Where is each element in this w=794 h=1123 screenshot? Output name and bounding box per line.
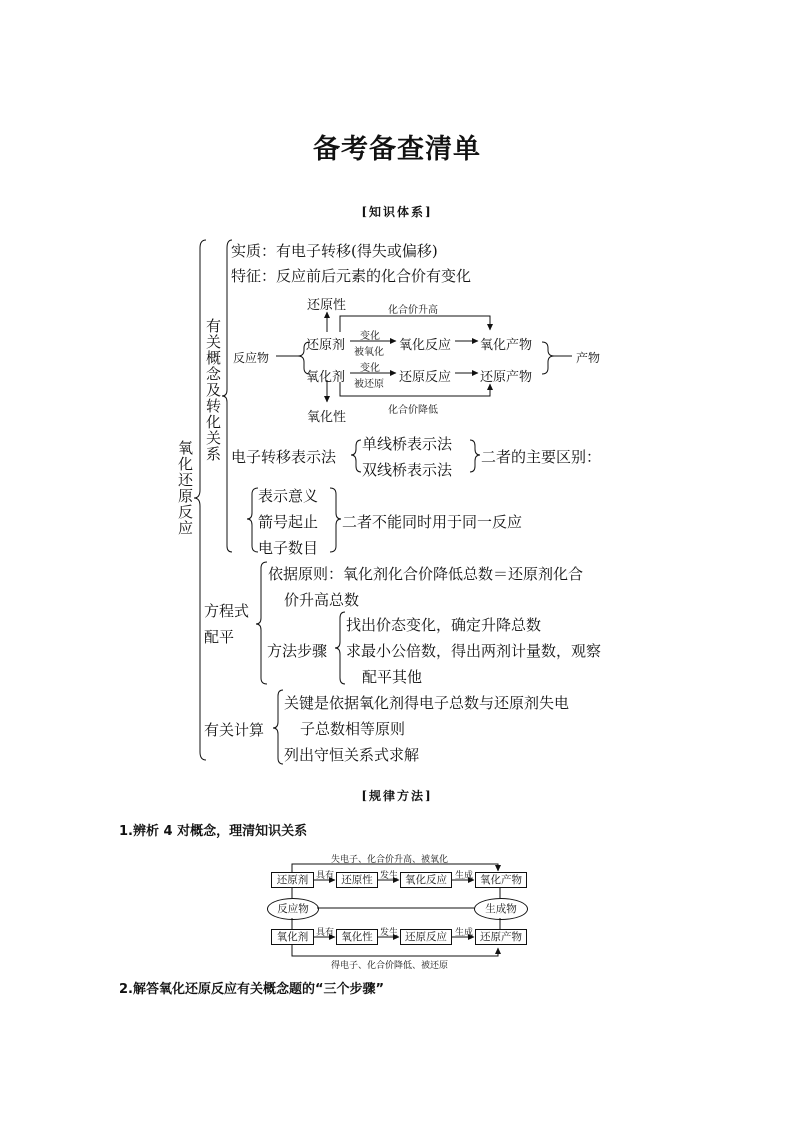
oval-reactants: 反应物 [267,898,319,920]
main-difference-label: 二者的主要区别： [481,448,602,466]
reducibility-label: 还原性 [307,298,347,313]
reduction-reaction-label: 还原反应 [399,370,452,385]
arrow-label-have: 具有 [316,871,335,881]
bottom-loop-label: 得电子、化合价降低、被还原 [331,961,449,971]
root-label: 氧化还原反应 [176,440,194,536]
step-2a: 求最小公倍数，得出两剂计量数，观察 [346,642,602,660]
change-label-top: 变化 [360,331,380,342]
valence-up-label: 化合价升高 [388,305,438,316]
reduction-product-label: 还原产物 [480,370,533,385]
arrow-label-occur: 发生 [380,928,399,938]
box-oxidation-product: 氧化产物 [475,872,527,888]
box-oxidizer: 氧化剂 [271,929,314,945]
steps-label: 方法步骤 [267,642,328,660]
reduced-label: 被还原 [354,379,384,390]
principle-line-2: 价升高总数 [284,591,360,609]
change-label-bottom: 变化 [360,363,380,374]
heading-2: 2.解答氧化还原反应有关概念题的“三个步骤” [119,982,385,997]
diff-result: 二者不能同时用于同一反应 [342,513,523,531]
transfer-label: 电子转移表示法 [231,448,337,466]
essence-text: 实质：有电子转移(得失或偏移) [231,242,438,260]
oval-products: 生成物 [474,898,528,920]
balance-label-2: 配平 [204,628,235,646]
page-title: 备考备查清单 [313,134,481,165]
arrow-label-generate: 生成 [455,871,474,881]
balance-label-1: 方程式 [204,602,250,620]
diff-item: 箭号起止 [258,513,319,531]
step-2b: 配平其他 [362,668,423,686]
arrow-label-occur: 发生 [380,871,399,881]
feature-text: 特征：反应前后元素的化合价有变化 [231,267,472,285]
box-oxidizability: 氧化性 [336,929,378,945]
box-reduction-product: 还原产物 [475,929,527,945]
reducer-label: 还原剂 [306,338,346,353]
principle-line-1: 依据原则：氧化剂化合价降低总数＝还原剂化合 [268,565,584,583]
oxidation-reaction-label: 氧化反应 [399,338,452,353]
box-reducer: 还原剂 [271,872,314,888]
calc-key-2: 子总数相等原则 [300,720,406,738]
top-loop-label: 失电子、化合价升高、被氧化 [331,855,449,865]
oxidized-label: 被氧化 [354,347,384,358]
calc-key-1: 关键是依据氧化剂得电子总数与还原剂失电 [284,694,570,712]
arrow-label-generate: 生成 [455,928,474,938]
step-1: 找出价态变化，确定升降总数 [346,616,542,634]
single-bridge-label: 单线桥表示法 [362,435,453,453]
oxidizer-label: 氧化剂 [306,370,346,385]
branch1-label: 有关概念及转化关系 [204,318,222,462]
diff-item: 表示意义 [258,487,319,505]
diff-item: 电子数目 [258,539,319,557]
calc-label: 有关计算 [204,721,265,739]
products-label: 产物 [576,351,601,365]
double-bridge-label: 双线桥表示法 [362,461,453,479]
reactants-label: 反应物 [233,351,270,365]
arrow-label-have: 具有 [316,928,335,938]
valence-down-label: 化合价降低 [388,405,438,416]
section-title-knowledge: [知识体系] [361,205,433,219]
box-reduction-reaction: 还原反应 [400,929,452,945]
oxidizability-label: 氧化性 [307,410,347,425]
box-oxidation-reaction: 氧化反应 [400,872,452,888]
box-reducibility: 还原性 [336,872,378,888]
calc-key-3: 列出守恒关系式求解 [284,746,420,764]
heading-1: 1.辨析 4 对概念，理清知识关系 [119,824,308,839]
section-title-methods: [规律方法] [361,789,433,803]
oxidation-product-label: 氧化产物 [480,338,533,353]
